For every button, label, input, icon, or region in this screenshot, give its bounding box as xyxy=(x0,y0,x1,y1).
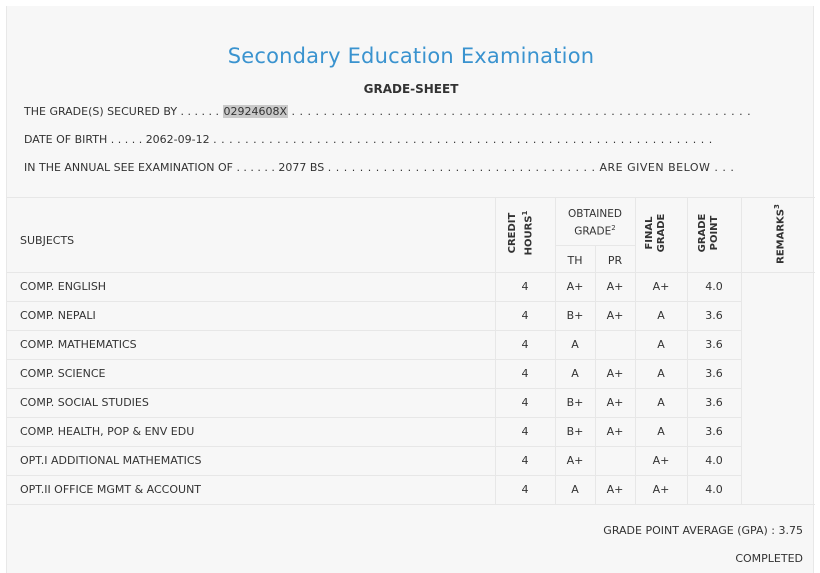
pr-grade-cell: A+ xyxy=(606,367,624,380)
pr-grade-cell: A+ xyxy=(606,280,624,293)
th-grade-cell: A xyxy=(571,338,579,351)
grade-point-cell: 3.6 xyxy=(705,309,723,322)
subject-cell: COMP. SOCIAL STUDIES xyxy=(20,396,149,409)
dob-dots: . . . . . . . . . . . . . . . . . . . . . . . . . . . . . . . . . . . . . . . . . . . . . . . . . . . . . . . . . . . . . . . xyxy=(213,133,713,146)
final-grade-cell: A+ xyxy=(652,483,670,496)
exam-line xyxy=(24,161,734,174)
header-th: TH xyxy=(567,254,583,267)
secured-by-label: THE GRADE(S) SECURED BY . . . . . . xyxy=(24,105,220,118)
subject-cell: COMP. HEALTH, POP & ENV EDU xyxy=(20,425,195,438)
header-subjects: SUBJECTS xyxy=(20,234,75,247)
th-grade-cell: A xyxy=(571,483,579,496)
subject-cell: COMP. NEPALI xyxy=(20,309,96,322)
credit-cell: 4 xyxy=(521,483,529,496)
subject-cell: COMP. MATHEMATICS xyxy=(20,338,137,351)
credit-cell: 4 xyxy=(521,309,529,322)
pr-grade-cell: A+ xyxy=(606,425,624,438)
final-grade-cell: A+ xyxy=(652,454,670,467)
final-grade-cell: A xyxy=(657,367,665,380)
symbol-number[interactable]: 02924608X xyxy=(223,105,288,118)
exam-label: IN THE ANNUAL SEE EXAMINATION OF . . . . . . xyxy=(24,161,275,174)
final-grade-cell: A xyxy=(657,425,665,438)
grade-point-cell: 3.6 xyxy=(705,338,723,351)
th-grade-cell: B+ xyxy=(566,309,584,322)
credit-cell: 4 xyxy=(521,425,529,438)
header-remarks: REMARKS$^3$ xyxy=(773,204,787,264)
final-grade-cell: A xyxy=(657,338,665,351)
final-grade-cell: A+ xyxy=(652,280,670,293)
th-grade-cell: A+ xyxy=(566,280,584,293)
header-obtained-grade: OBTAINED GRADE$^2$ xyxy=(568,208,622,238)
subject-cell: COMP. SCIENCE xyxy=(20,367,106,380)
subject-cell: OPT.I ADDITIONAL MATHEMATICS xyxy=(20,454,202,467)
grade-point-cell: 4.0 xyxy=(705,280,723,293)
header-credit-hours: CREDIT HOURS$^1$ xyxy=(507,210,535,256)
credit-cell: 4 xyxy=(521,454,529,467)
result-status: COMPLETED xyxy=(735,552,803,565)
final-grade-cell: A xyxy=(657,309,665,322)
th-grade-cell: B+ xyxy=(566,425,584,438)
dob-label: DATE OF BIRTH . . . . . xyxy=(24,133,143,146)
th-grade-cell: A xyxy=(571,367,579,380)
gpa-summary: GRADE POINT AVERAGE (GPA) : 3.75 xyxy=(603,524,803,537)
grade-point-cell: 4.0 xyxy=(705,454,723,467)
page-title: Secondary Education Examination xyxy=(227,44,595,68)
pr-grade-cell: A+ xyxy=(606,396,624,409)
grade-point-cell: 3.6 xyxy=(705,396,723,409)
grade-point-cell: 3.6 xyxy=(705,367,723,380)
header-pr: PR xyxy=(607,254,623,267)
grade-point-cell: 3.6 xyxy=(705,425,723,438)
credit-cell: 4 xyxy=(521,280,529,293)
dob-value: 2062-09-12 xyxy=(145,133,210,146)
grade-point-cell: 4.0 xyxy=(705,483,723,496)
final-grade-cell: A xyxy=(657,396,665,409)
page-subtitle: GRADE-SHEET xyxy=(363,82,459,96)
pr-grade-cell: A+ xyxy=(606,483,624,496)
credit-cell: 4 xyxy=(521,367,529,380)
dob-line xyxy=(24,133,713,146)
grade-sheet xyxy=(6,6,814,573)
secured-by-line xyxy=(24,105,751,118)
subject-cell: OPT.II OFFICE MGMT & ACCOUNT xyxy=(20,483,202,496)
exam-dots: . . . . . . . . . . . . . . . . . . . . . . . . . . . . . . . . . . ARE GIVEN BELOW . . . xyxy=(327,161,735,174)
credit-cell: 4 xyxy=(521,338,529,351)
th-grade-cell: B+ xyxy=(566,396,584,409)
header-grade-point: GRADE POINT xyxy=(697,213,720,253)
header-final-grade: FINAL GRADE xyxy=(644,213,667,253)
pr-grade-cell: A+ xyxy=(606,309,624,322)
exam-year: 2077 BS xyxy=(278,161,325,174)
credit-cell: 4 xyxy=(521,396,529,409)
th-grade-cell: A+ xyxy=(566,454,584,467)
subject-cell: COMP. ENGLISH xyxy=(20,280,107,293)
secured-by-dots: . . . . . . . . . . . . . . . . . . . . . . . . . . . . . . . . . . . . . . . . . . . . . . . . . . . . . . . . . . xyxy=(291,105,752,118)
